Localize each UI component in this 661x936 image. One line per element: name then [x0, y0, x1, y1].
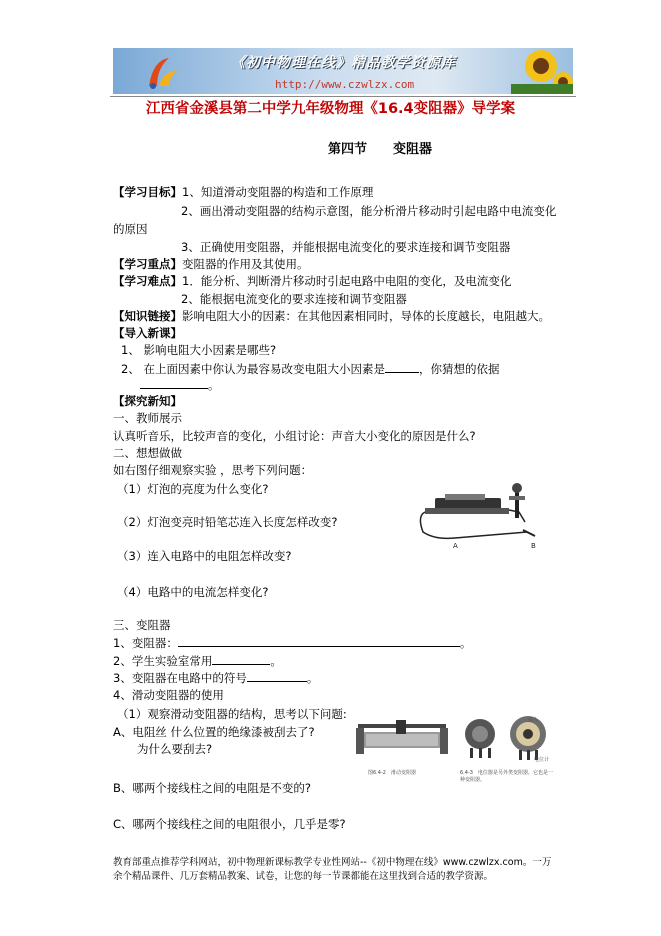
- key-point-text: 变阻器的作用及其使用。: [182, 257, 309, 271]
- intro-label: 【导入新课】: [113, 326, 182, 340]
- explore-question-4: （4）电路中的电流怎样变化?: [117, 585, 269, 599]
- period: 。: [459, 636, 472, 650]
- difficulty-item-2: 2、能根据电流变化的要求连接和调节变阻器: [181, 292, 407, 306]
- period: 。: [270, 654, 282, 668]
- period: 。: [208, 378, 220, 392]
- footer: [113, 856, 558, 884]
- answer-blank[interactable]: [140, 376, 208, 389]
- question-c: C、哪两个接线柱之间的电阻很小，几乎是零?: [113, 817, 346, 831]
- figure-caption-left: 图6.4-2 滑动变阻器: [368, 770, 416, 776]
- svg-text:A: A: [453, 542, 458, 550]
- goal-item-1: 1、知道滑动变阻器的构造和工作原理: [182, 185, 374, 199]
- difficulty-item-1: 1．能分析、判断滑片移动时引起电路中电阻的变化，及电流变化: [182, 274, 512, 288]
- question-a-cont: 为什么要刮去?: [137, 742, 213, 756]
- site-logo: [143, 52, 183, 92]
- difficulty-line-1: [113, 273, 511, 289]
- key-point-label: 【学习重点】: [113, 257, 182, 271]
- question-b: B、哪两个接线柱之间的电阻是不变的?: [113, 781, 311, 795]
- explore-question-3: （3）连入电路中的电阻怎样改变?: [117, 549, 292, 563]
- difficulty-label: 【学习难点】: [113, 274, 182, 288]
- goal-item-2-cont: 的原因: [113, 222, 148, 236]
- knowledge-link-line: [113, 308, 550, 324]
- pencil-lead-circuit-figure: [415, 476, 553, 552]
- explore-question-1: （1）灯泡的亮度为什么变化?: [117, 482, 269, 496]
- intro-question-2: [121, 360, 499, 377]
- header-banner: [113, 48, 573, 94]
- slide-rheostat-photo: [356, 716, 448, 762]
- answer-blank[interactable]: [385, 360, 419, 373]
- sunflower-decoration: [511, 48, 573, 94]
- intro-question-2-tail: ，你猜想的依据: [418, 362, 500, 376]
- intro-question-2-text: 2、 在上面因素中你认为最容易改变电阻大小因素是: [121, 362, 385, 376]
- explore-label: 【探究新知】: [113, 394, 182, 408]
- rheostat-line-1: [113, 634, 471, 651]
- footer-line-1: 教育部重点推荐学科网站，初中物理新课标教学专业性网站--《初中物理在线》www.czwlzx.com。一万: [113, 857, 552, 868]
- rheostat-line-5: （1）观察滑动变阻器的结构，思考以下问题:: [117, 707, 347, 721]
- explore-section-1-text: 认真听音乐，比较声音的变化，小组讨论：声音大小变化的原因是什么?: [113, 429, 476, 443]
- knowledge-link-text: 影响电阻大小的因素：在其他因素相同时，导体的长度越长，电阻越大。: [182, 309, 550, 323]
- footer-line-2: 余个精品课件、几万套精品教案、试卷，让您的每一节课都能在这里找到合适的教学资源。: [113, 871, 494, 882]
- answer-blank[interactable]: [247, 669, 307, 682]
- explore-section-2-text: 如右图仔细观察实验 ，思考下列问题：: [113, 463, 313, 477]
- photo-tag-1: 接入: [528, 717, 539, 723]
- question-a: A、电阻丝 什么位置的绝缘漆被刮去了?: [113, 725, 315, 739]
- explore-question-2: （2）灯泡变亮时铅笔芯连入长度怎样改变?: [117, 515, 338, 529]
- intro-question-1: 1、 影响电阻大小因素是哪些?: [121, 343, 277, 357]
- explore-section-2: 二、想想做做: [113, 446, 182, 460]
- key-point-line: [113, 256, 309, 272]
- answer-blank[interactable]: [212, 652, 270, 665]
- photo-tag-2: 电位计: [534, 757, 550, 763]
- figure-caption-right: 6.4-3 电位器是另外类变阻器，它也是一种变阻器。: [460, 770, 553, 783]
- goal-item-3: 3、正确使用变阻器，并能根据电流变化的要求连接和调节变阻器: [181, 240, 511, 254]
- potentiometer-photo: [460, 714, 500, 760]
- rheostat-line-4: 4、滑动变阻器的使用: [113, 688, 224, 702]
- rheostat-line-3-text: 3、变阻器在电路中的符号: [113, 671, 247, 685]
- svg-text:B: B: [531, 542, 536, 550]
- rheostat-line-3: [113, 669, 318, 686]
- page-title: 江西省金溪县第二中学九年级物理《16.4变阻器》导学案: [145, 101, 516, 117]
- rheostat-line-2-text: 2、学生实验室常用: [113, 654, 213, 668]
- rheostat-photos-figure: [356, 712, 556, 783]
- goals-label: 【学习目标】: [113, 185, 182, 199]
- goal-item-2: 2、画出滑动变阻器的结构示意图，能分析滑片移动时引起电路中电流变化: [181, 204, 557, 218]
- answer-blank[interactable]: [178, 634, 460, 647]
- section-title: 第四节 变阻器: [328, 142, 433, 157]
- rheostat-line-1-text: 1、变阻器：: [113, 636, 178, 650]
- knowledge-link-label: 【知识链接】: [113, 309, 182, 323]
- intro-question-2-end: [140, 376, 220, 393]
- rheostat-section: 三、变阻器: [113, 618, 171, 632]
- goals-line-1: [113, 184, 373, 200]
- banner-title: 《初中物理在线》精品教学资源库: [231, 55, 456, 71]
- period: 。: [306, 671, 319, 685]
- rheostat-line-2: [113, 652, 282, 669]
- banner-url[interactable]: http://www.czwlzx.com: [275, 78, 415, 91]
- explore-section-1: 一、教师展示: [113, 411, 182, 425]
